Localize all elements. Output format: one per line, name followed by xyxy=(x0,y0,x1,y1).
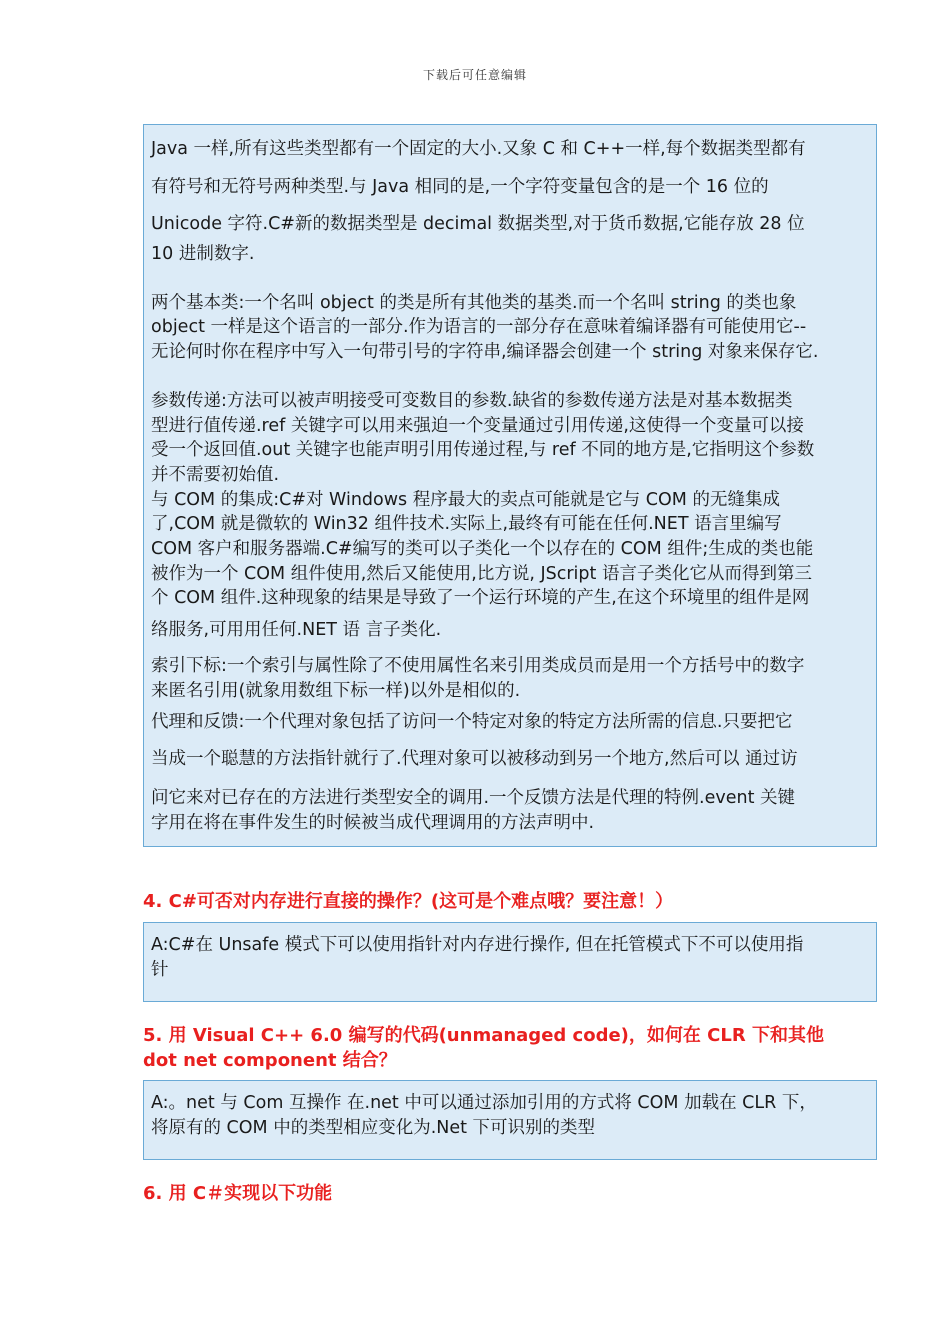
text-line: 代理和反馈:一个代理对象包括了访问一个特定对象的特定方法所需的信息.只要把它 xyxy=(151,711,793,732)
paragraph-gap xyxy=(151,365,869,389)
text-line: 型进行值传递.ref 关键字可以用来强迫一个变量通过引用传递,这使得一个变量可以接 xyxy=(151,415,804,436)
text-line: 被作为一个 COM 组件使用,然后又能使用,比方说, JScript 语言子类化它从而得到第三 xyxy=(151,563,812,584)
text-line: 个 COM 组件.这种现象的结果是导致了一个运行环境的产生,在这个环境里的组件是网 xyxy=(151,588,810,609)
text-line: 字用在将在事件发生的时候被当成代理调用的方法声明中. xyxy=(151,812,595,833)
text-line: A:C#在 Unsafe 模式下可以使用指针对内存进行操作, 但在托管模式下不可以使用指 xyxy=(151,935,804,955)
text-line: Java 一样,所有这些类型都有一个固定的大小.又象 C 和 C++一样,每个数据类型都有 xyxy=(151,139,806,159)
paragraph-gap xyxy=(151,267,869,291)
text-line: 问它来对已存在的方法进行类型安全的调用.一个反馈方法是代理的特例.event 关键 xyxy=(151,787,796,808)
text-line: 索引下标:一个索引与属性除了不使用属性名来引用类成员而是用一个方括号中的数字 xyxy=(151,656,805,677)
text-line: COM 客户和服务器端.C#编写的类可以子类化一个以存在的 COM 组件;生成的类也能 xyxy=(151,539,814,560)
text-line: 了,COM 就是微软的 Win32 组件技术.实际上,最终有可能在任何.NET 语言里编写 xyxy=(151,514,782,535)
text-line: 来匿名引用(就象用数组下标一样)以外是相似的. xyxy=(151,680,521,701)
text-line: Unicode 字符.C#新的数据类型是 decimal 数据类型,对于货币数据,它能存放 28 位 xyxy=(151,214,805,234)
text-line: 与 COM 的集成:C#对 Windows 程序最大的卖点可能就是它与 COM 的无缝集成 xyxy=(151,489,780,510)
question-6-heading: 6. 用 C＃实现以下功能 xyxy=(143,1183,333,1204)
text-line: A:。net 与 Com 互操作 在.net 中可以通过添加引用的方式将 COM 加载在 CLR 下， xyxy=(151,1093,817,1113)
answer-box-q5 xyxy=(143,1080,877,1160)
text-line: 受一个返回值.out 关键字也能声明引用传递过程,与 ref 不同的地方是,它指明这个参数 xyxy=(151,440,815,461)
text-line: 无论何时你在程序中写入一句带引号的字符串,编译器会创建一个 string 对象来保存它. xyxy=(151,342,819,363)
question-5-heading xyxy=(143,1024,824,1073)
heading-line: 5. 用 Visual C++ 6.0 编写的代码(unmanaged code)，如何在 CLR 下和其他 xyxy=(143,1025,824,1046)
text-line: 有符号和无符号两种类型.与 Java 相同的是,一个字符变量包含的是一个 16 位的 xyxy=(151,177,769,197)
heading-line: dot net component 结合？ xyxy=(143,1049,397,1071)
question-4-heading: 4. C#可否对内存进行直接的操作？(这可是个难点哦？要注意！） xyxy=(143,891,674,912)
page-header: 下载后可任意编辑 xyxy=(422,68,527,82)
text-line: 两个基本类:一个名叫 object 的类是所有其他类的基类.而一个名叫 string 的类也象 xyxy=(151,292,797,313)
answer-box-q4 xyxy=(143,922,877,1002)
text-line: 10 进制数字. xyxy=(151,244,255,264)
text-line: 并不需要初始值. xyxy=(151,464,280,485)
text-line: 针 xyxy=(151,959,169,980)
text-line: object 一样是这个语言的一部分.作为语言的一部分存在意味着编译器有可能使用它-- xyxy=(151,317,807,338)
content-box-features xyxy=(143,124,877,847)
text-line: 参数传递:方法可以被声明接受可变数目的参数.缺省的参数传递方法是对基本数据类 xyxy=(151,390,793,411)
text-line: 当成一个聪慧的方法指针就行了.代理对象可以被移动到另一个地方,然后可以 通过访 xyxy=(151,749,798,770)
text-line: 络服务,可用用任何.NET 语 言子类化. xyxy=(151,620,442,641)
text-line: 将原有的 COM 中的类型相应变化为.Net 下可识别的类型 xyxy=(151,1117,596,1138)
